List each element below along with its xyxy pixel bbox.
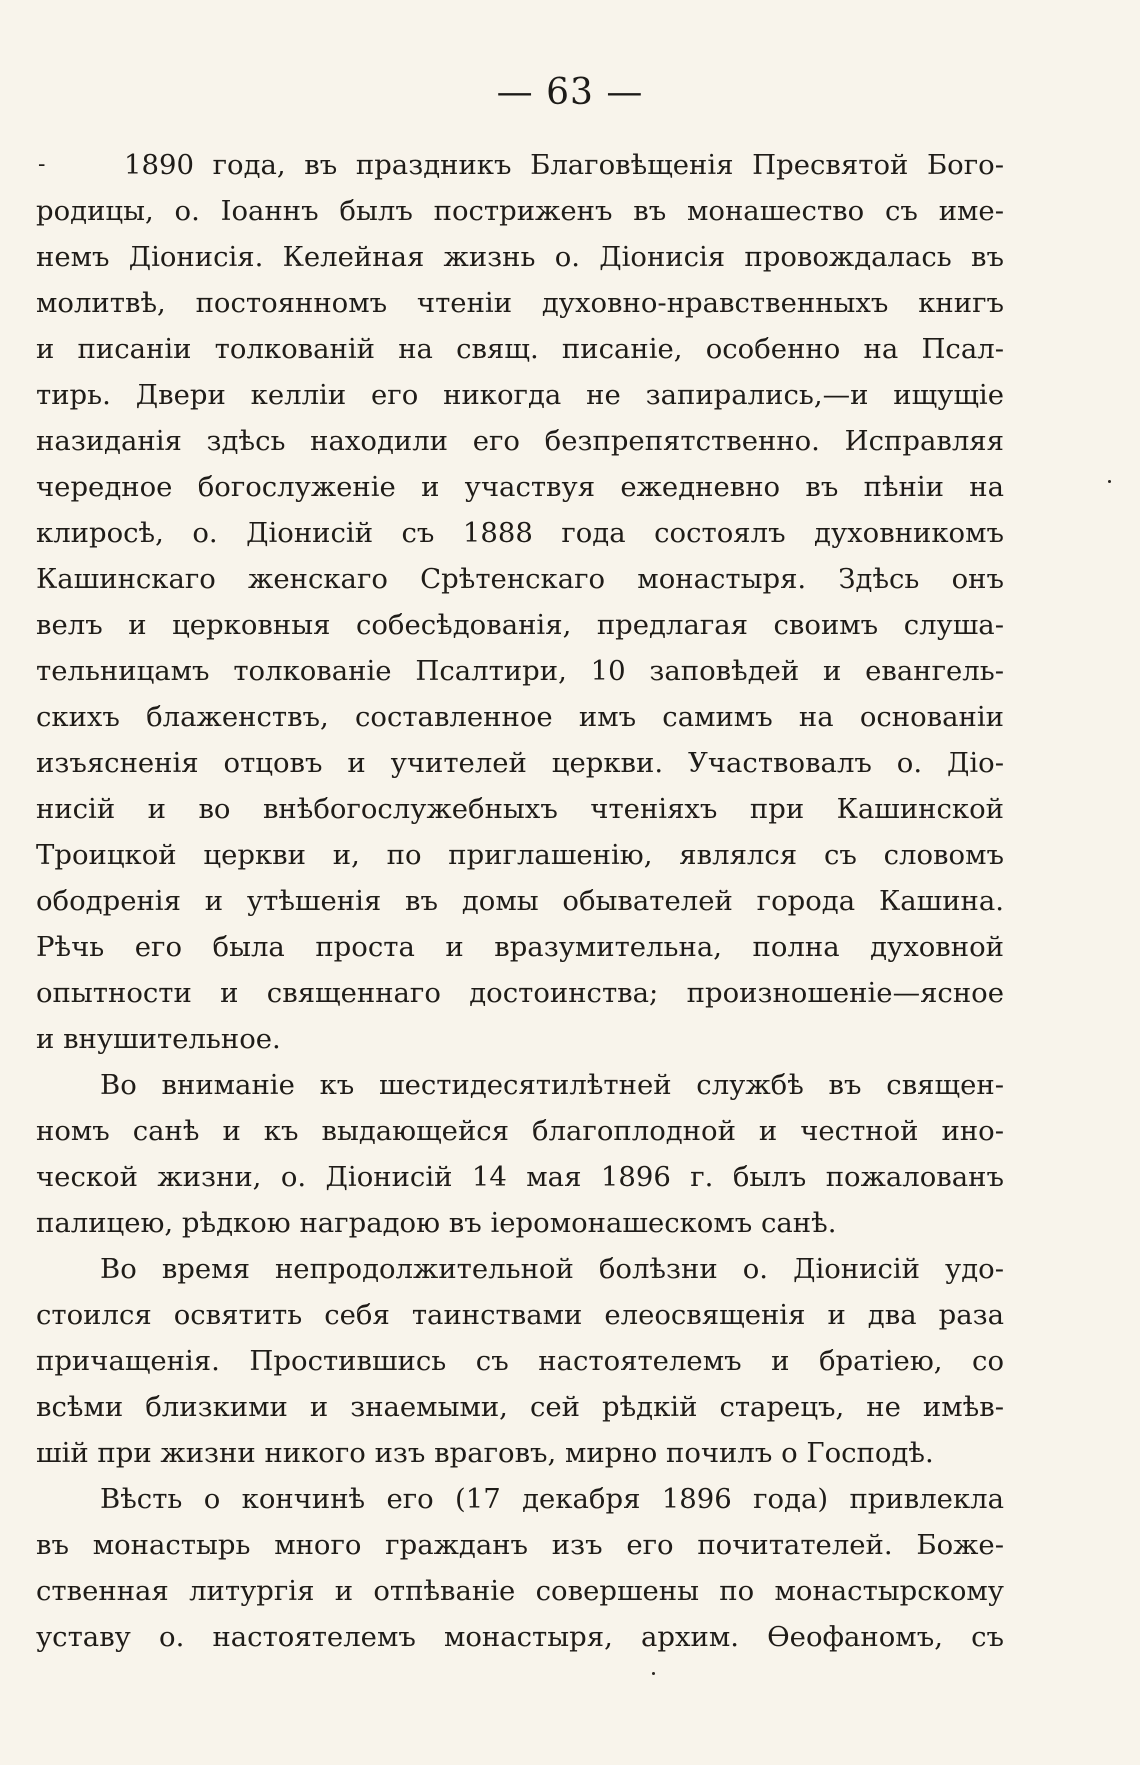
text-line: Кашинскаго женскаго Срѣтенскаго монастыря. Здѣсь онъ xyxy=(36,563,1004,595)
text-line: причащенія. Простившись съ настоятелемъ и братіею, со xyxy=(36,1345,1004,1377)
print-speck xyxy=(1108,480,1111,483)
text-line: скихъ блаженствъ, составленное имъ самимъ на основаніи xyxy=(36,701,1004,733)
text-line: уставу о. настоятелемъ монастыря, архим. Ѳеофаномъ, съ xyxy=(36,1621,1004,1653)
text-line: шій при жизни никого изъ враговъ, мирно почилъ о Господѣ. xyxy=(36,1437,934,1469)
text-line: Во время непродолжительной болѣзни о. Діонисій удо- xyxy=(100,1253,1004,1285)
text-line: номъ санѣ и къ выдающейся благоплодной и честной ино- xyxy=(36,1115,1004,1147)
text-line: Во вниманіе къ шестидесятилѣтней службѣ въ священ- xyxy=(100,1069,1004,1101)
text-line: ственная литургія и отпѣваніе совершены по монастырскому xyxy=(36,1575,1004,1607)
text-line: - 1890 года, въ праздникъ Благовѣщенія Пресвятой Бого- xyxy=(36,142,1004,188)
text-line: стоился освятить себя таинствами елеосвященія и два раза xyxy=(36,1299,1004,1331)
page-number: — 63 — xyxy=(496,72,644,113)
text-line: назиданія здѣсь находили его безпрепятственно. Исправляя xyxy=(36,425,1004,457)
text-line: ободренія и утѣшенія въ домы обывателей города Кашина. xyxy=(36,885,1004,917)
print-speck xyxy=(652,1672,655,1675)
text-line: всѣми близкими и знаемыми, сей рѣдкій старецъ, не имѣв- xyxy=(36,1391,1004,1423)
text-line: въ монастырь много гражданъ изъ его почитателей. Боже- xyxy=(36,1529,1004,1561)
text-line: молитвѣ, постоянномъ чтеніи духовно-нравственныхъ книгъ xyxy=(36,287,1004,319)
text-line: и писаніи толкованій на свящ. писаніе, особенно на Псал- xyxy=(36,333,1004,365)
text-line: Рѣчь его была проста и вразумительна, полна духовной xyxy=(36,931,1004,963)
text-line: чередное богослуженіе и участвуя ежедневно въ пѣніи на xyxy=(36,471,1004,503)
text-line: нисій и во внѣбогослужебныхъ чтеніяхъ при Кашинской xyxy=(36,793,1004,825)
text-line: опытности и священнаго достоинства; произношеніе—ясное xyxy=(36,977,1004,1009)
paragraph-4 xyxy=(36,1476,1004,1660)
text-line: ческой жизни, о. Діонисій 14 мая 1896 г. былъ пожалованъ xyxy=(36,1161,1004,1193)
text-line: велъ и церковныя собесѣдованія, предлагая своимъ слуша- xyxy=(36,609,1004,641)
text-line: и внушительное. xyxy=(36,1023,281,1055)
text-line: тельницамъ толкованіе Псалтири, 10 заповѣдей и евангель- xyxy=(36,655,1004,687)
paragraph-3 xyxy=(36,1246,1004,1476)
text-line: палицею, рѣдкою наградою въ іеромонашескомъ санѣ. xyxy=(36,1207,837,1239)
text-line: клиросѣ, о. Діонисій съ 1888 года состоялъ духовникомъ xyxy=(36,517,1004,549)
text-line: тирь. Двери келліи его никогда не запирались,—и ищущіе xyxy=(36,379,1004,411)
paragraph-1 xyxy=(36,142,1004,1062)
text-line: изъясненія отцовъ и учителей церкви. Участвовалъ о. Діо- xyxy=(36,747,1004,779)
text-line: родицы, о. Іоаннъ былъ постриженъ въ монашество съ име- xyxy=(36,195,1004,227)
paragraph-2 xyxy=(36,1062,1004,1246)
body-text xyxy=(36,142,1004,1660)
text-line: Троицкой церкви и, по приглашенію, являлся съ словомъ xyxy=(36,839,1004,871)
text-line: Вѣсть о кончинѣ его (17 декабря 1896 года) привлекла xyxy=(100,1483,1004,1515)
text-line: немъ Діонисія. Келейная жизнь о. Діонисія провождалась въ xyxy=(36,241,1004,273)
